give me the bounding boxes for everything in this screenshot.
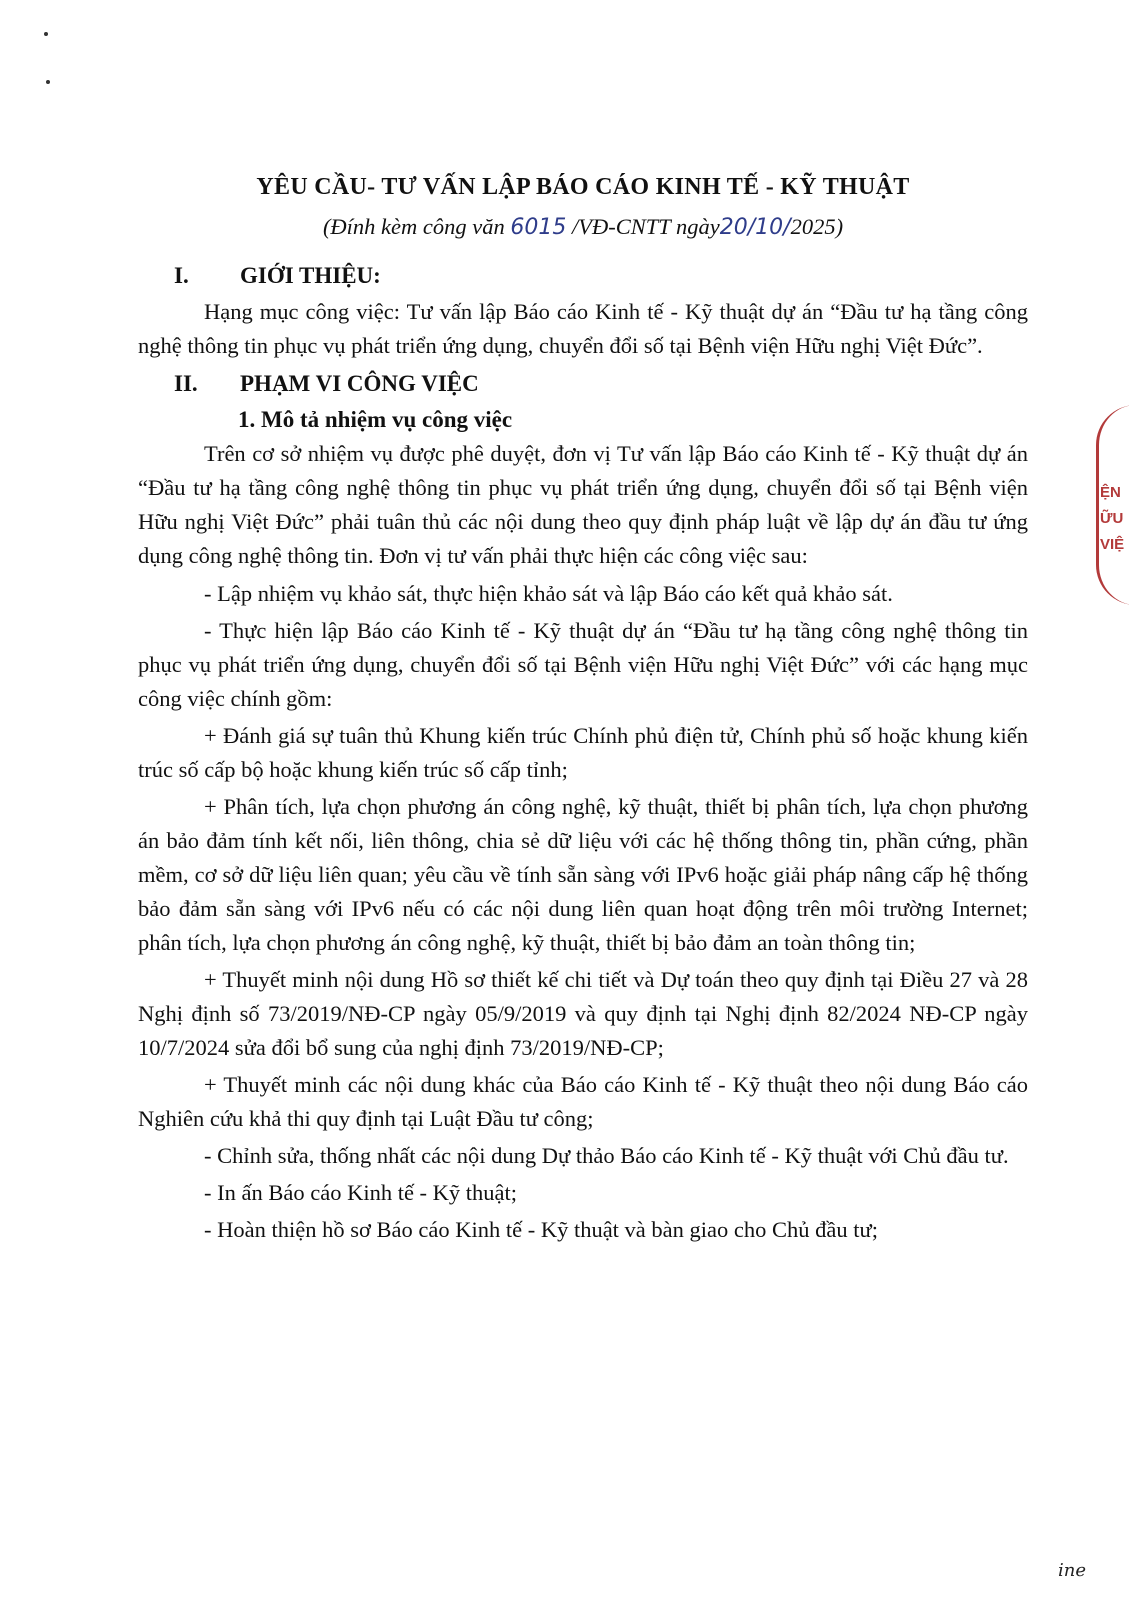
list-item: + Thuyết minh các nội dung khác của Báo cáo Kinh tế - Kỹ thuật theo nội dung Báo cáo Nghiên cứu khả thi quy định tại Luật Đầu tư công;: [138, 1072, 1028, 1131]
list-item: - Chỉnh sửa, thống nhất các nội dung Dự thảo Báo cáo Kinh tế - Kỹ thuật với Chủ đầu tư.: [204, 1143, 1009, 1168]
scope-intro-paragraph: Trên cơ sở nhiệm vụ được phê duyệt, đơn vị Tư vấn lập Báo cáo Kinh tế - Kỹ thuật dự án “Đầu tư hạ tầng công nghệ thông tin phục vụ phát triển ứng dụng, chuyển đổi số tại Bệnh viện Hữu nghị Việt Đức” phải tuân thủ các nội dung theo quy định pháp luật về lập dự án đầu tư ứng dụng công nghệ thông tin. Đơn vị tư vấn phải thực hiện các công việc sau:: [138, 441, 1028, 568]
handwritten-date: 20/10/: [719, 215, 791, 240]
document-body: [138, 170, 1028, 1250]
list-item: - Lập nhiệm vụ khảo sát, thực hiện khảo sát và lập Báo cáo kết quả khảo sát.: [204, 581, 893, 606]
document-subtitle: (Đính kèm công văn 6015 /VĐ-CNTT ngày20/10/2025): [322, 214, 844, 240]
list-item: - In ấn Báo cáo Kinh tế - Kỹ thuật;: [204, 1180, 518, 1205]
list-item: + Đánh giá sự tuân thủ Khung kiến trúc Chính phủ điện tử, Chính phủ số hoặc khung kiến trúc số cấp bộ hoặc khung kiến trúc số cấp tỉnh;: [138, 723, 1028, 782]
handwritten-doc-number: 6015: [510, 215, 567, 240]
handwritten-initials: ine: [1058, 1560, 1087, 1581]
list-item: - Hoàn thiện hồ sơ Báo cáo Kinh tế - Kỹ thuật và bàn giao cho Chủ đầu tư;: [204, 1217, 878, 1242]
scan-speck: [44, 32, 48, 36]
document-title: YÊU CẦU- TƯ VẤN LẬP BÁO CÁO KINH TẾ - KỸ THUẬT: [256, 174, 910, 200]
subsection-heading: 1. Mô tả nhiệm vụ công việc: [238, 407, 513, 432]
section-intro-paragraph: Hạng mục công việc: Tư vấn lập Báo cáo Kinh tế - Kỹ thuật dự án “Đầu tư hạ tầng công nghệ thông tin phục vụ phát triển ứng dụng, chuyển đổi số tại Bệnh viện Hữu nghị Việt Đức”.: [138, 299, 1028, 358]
section-heading-intro: I. GIỚI THIỆU:: [174, 263, 381, 288]
scan-speck: [46, 80, 50, 84]
list-item: + Phân tích, lựa chọn phương án công nghệ, kỹ thuật, thiết bị phân tích, lựa chọn phương án bảo đảm tính kết nối, liên thông, chia sẻ dữ liệu với các hệ thống thông tin, phần cứng, phần mềm, cơ sở dữ liệu liên quan; yêu cầu về tính sẵn sàng với IPv6 hoặc giải pháp nâng cấp hệ thống bảo đảm sẵn sàng với IPv6 nếu có các nội dung liên quan hoạt động trên môi trường Internet; phân tích, lựa chọn phương án công nghệ, kỹ thuật, thiết bị bảo đảm an toàn thông tin;: [138, 794, 1028, 955]
list-item: + Thuyết minh nội dung Hồ sơ thiết kế chi tiết và Dự toán theo quy định tại Điều 27 và 28 Nghị định số 73/2019/NĐ-CP ngày 05/9/2019 và quy định tại Nghị định 82/2024 NĐ-CP ngày 10/7/2024 sửa đổi bổ sung của nghị định 73/2019/NĐ-CP;: [138, 967, 1028, 1060]
list-item: - Thực hiện lập Báo cáo Kinh tế - Kỹ thuật dự án “Đầu tư hạ tầng công nghệ thông tin phục vụ phát triển ứng dụng, chuyển đổi số tại Bệnh viện Hữu nghị Việt Đức” với các hạng mục công việc chính gồm:: [138, 618, 1028, 711]
section-heading-scope: II. PHẠM VI CÔNG VIỆC: [174, 371, 479, 396]
red-stamp-text: ỆN ỮU VIỆ: [1100, 484, 1125, 553]
